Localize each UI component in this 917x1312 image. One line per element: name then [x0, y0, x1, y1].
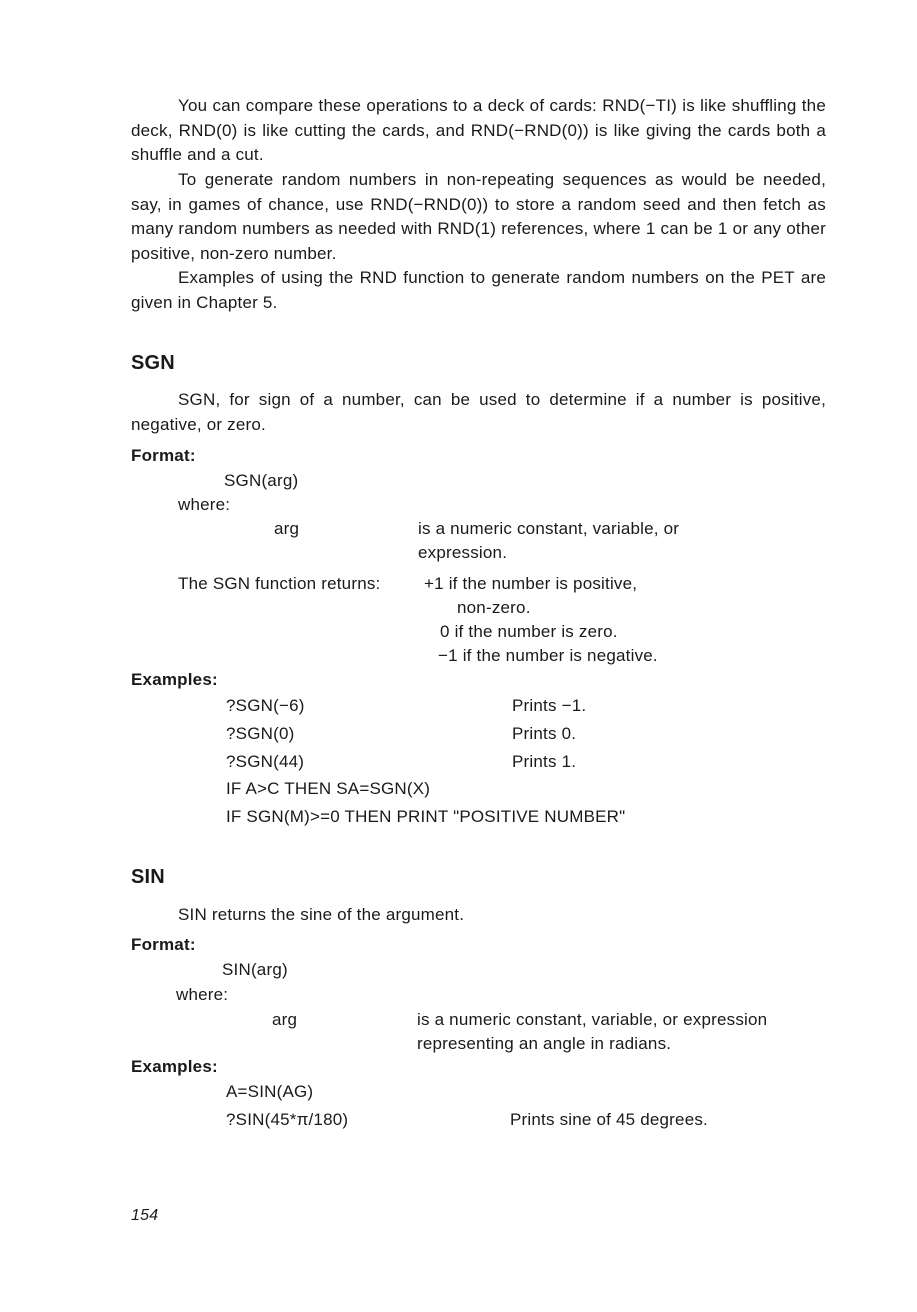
intro-paragraph-2: [131, 168, 826, 266]
intro-text-3: Examples of using the RND function to generate random numbers on the PET are given in Chapter 5.: [131, 268, 826, 312]
sgn-arg-name: arg: [274, 519, 300, 538]
sin-description: SIN returns the sine of the argument.: [178, 905, 465, 924]
sin-example-code-2: ?SIN(45*π/180): [226, 1110, 349, 1129]
sin-examples-label: Examples:: [131, 1057, 218, 1076]
sgn-example-code-4: IF A>C THEN SA=SGN(X): [226, 779, 431, 798]
sgn-description: SGN, for sign of a number, can be used to determine if a number is positive, negative, or zero.: [131, 390, 826, 434]
sgn-example-result-1: Prints −1.: [512, 696, 587, 715]
sgn-where: where:: [178, 495, 231, 514]
sgn-return-1: +1 if the number is positive,: [424, 574, 638, 593]
sgn-return-3: −1 if the number is negative.: [438, 646, 658, 665]
sgn-returns-label: The SGN function returns:: [178, 574, 381, 593]
intro-paragraph-3: [131, 266, 826, 315]
sin-example-code-1: A=SIN(AG): [226, 1082, 314, 1101]
intro-text-1: You can compare these operations to a deck of cards: RND(−TI) is like shuffling the deck, RND(0) is like cutting the cards, and RND(−RND(0)) is like giving the cards both a shuffle and a cut.: [131, 96, 826, 164]
sin-where: where:: [176, 985, 229, 1004]
sgn-return-2: 0 if the number is zero.: [440, 622, 618, 641]
sgn-example-result-2: Prints 0.: [512, 724, 577, 743]
sin-syntax: SIN(arg): [222, 960, 288, 979]
sgn-syntax: SGN(arg): [224, 471, 299, 490]
sin-format-label: Format:: [131, 935, 196, 954]
sgn-example-code-2: ?SGN(0): [226, 724, 295, 743]
sgn-heading: SGN: [131, 352, 175, 374]
sgn-example-code-1: ?SGN(−6): [226, 696, 305, 715]
sgn-format-label: Format:: [131, 446, 196, 465]
sgn-arg-desc-1: is a numeric constant, variable, or: [418, 519, 680, 538]
sgn-example-code-3: ?SGN(44): [226, 752, 305, 771]
sin-arg-name: arg: [272, 1010, 298, 1029]
sin-arg-desc-2: representing an angle in radians.: [417, 1034, 672, 1053]
sin-arg-desc-1: is a numeric constant, variable, or expression: [417, 1010, 768, 1029]
sgn-examples-label: Examples:: [131, 670, 218, 689]
sgn-example-code-5: IF SGN(M)>=0 THEN PRINT "POSITIVE NUMBER": [226, 807, 626, 826]
sgn-example-result-3: Prints 1.: [512, 752, 577, 771]
intro-text-2: To generate random numbers in non-repeating sequences as would be needed, say, in games of chance, use RND(−RND(0)) to store a random seed and then fetch as many random numbers as needed with RND(1) references, where 1 can be 1 or any other positive, non-zero number.: [131, 170, 826, 263]
sin-heading: SIN: [131, 866, 165, 888]
sgn-arg-desc-2: expression.: [418, 543, 508, 562]
intro-paragraph-1: [131, 94, 826, 168]
page-number: 154: [131, 1207, 159, 1224]
sgn-return-1b: non-zero.: [457, 598, 531, 617]
sin-example-result-2: Prints sine of 45 degrees.: [510, 1110, 708, 1129]
